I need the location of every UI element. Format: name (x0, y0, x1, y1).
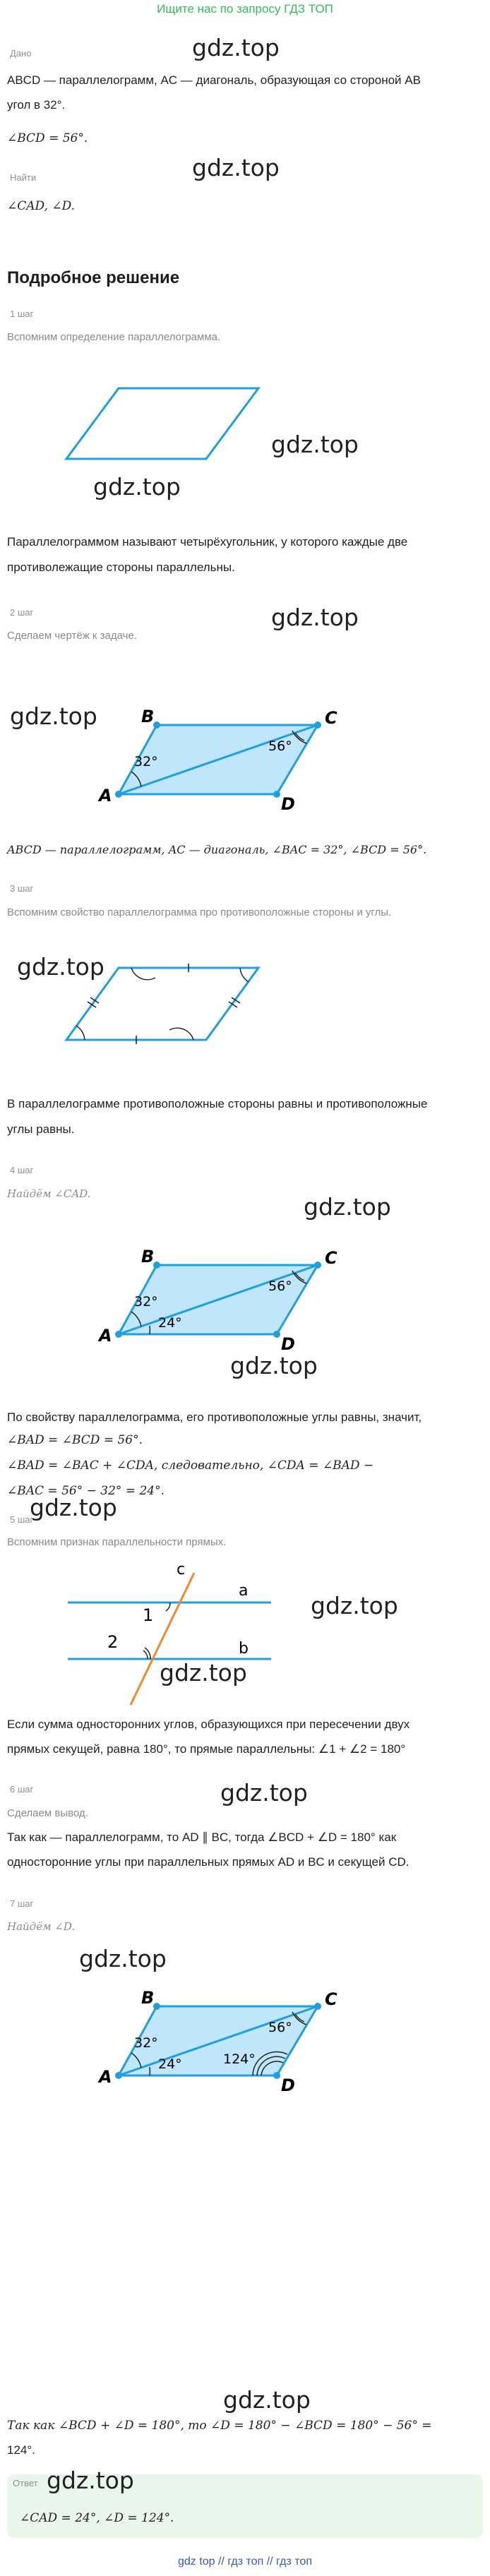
watermark: gdz.top (10, 702, 97, 730)
step-6-label: 6 шаг (10, 1784, 34, 1795)
angle-56-label: 56° (268, 738, 292, 754)
step-3-line-1: В параллелограмме противоположные стороны равны и противоположные (7, 1097, 428, 1110)
step-7-line-1: Так как ∠BCD + ∠D = 180°, то ∠D = 180° − ∠BCD = 180° − 56° = (7, 2419, 432, 2433)
vertex-b-label: B (141, 1988, 155, 2008)
watermark: gdz.top (271, 604, 359, 631)
given-line-1: ABCD — параллелограмм, AC — диагональ, образующая со стороной AB (7, 73, 421, 87)
step-6-line-2: односторонние углы при параллельных прямых AD и BC и секущей CD. (7, 1855, 410, 1869)
answer-label: Ответ (13, 2478, 38, 2488)
definition-line-1: Параллелограммом называют четырёхугольник, у которого каждые две (7, 535, 408, 549)
vertex-b-label: B (141, 1247, 155, 1266)
parallel-lines-figure (64, 1560, 275, 1715)
step-2-label: 2 шаг (10, 607, 34, 618)
parallelogram-figure (56, 381, 268, 466)
search-banner: Ищите нас по запросу ГДЗ ТОП (157, 2, 333, 16)
step-1-text: Вспомним определение параллелограмма. (7, 331, 221, 343)
footer-link-gdz-top-ru[interactable]: гдз топ (227, 2556, 264, 2568)
vertex-c-label: C (325, 708, 337, 728)
parallelogram-abcd-figure (85, 688, 353, 815)
watermark: gdz.top (220, 1779, 308, 1807)
watermark: gdz.top (223, 2386, 311, 2414)
step-5-label: 5 шаг (10, 1514, 34, 1525)
vertex-c-label: C (325, 1989, 337, 2009)
step-3-line-2: углы равны. (7, 1122, 75, 1136)
step-5-text: Вспомним признак параллельности прямых. (7, 1536, 227, 1548)
step-7-line-2: 124°. (7, 2443, 35, 2457)
step-3-label: 3 шаг (10, 883, 34, 894)
watermark: gdz.top (311, 1592, 398, 1619)
watermark: gdz.top (93, 473, 181, 501)
footer-separator: // (217, 2556, 225, 2568)
watermark: gdz.top (17, 953, 104, 981)
angle-24-label: 24° (158, 1315, 182, 1331)
watermark: gdz.top (230, 1352, 318, 1379)
step-6-text: Сделаем вывод. (7, 1807, 88, 1819)
watermark: gdz.top (79, 1945, 167, 1972)
parallelogram-cad-figure (85, 1228, 353, 1355)
footer-separator: // (266, 2556, 273, 2568)
angle-32-label: 32° (134, 754, 158, 769)
vertex-d-label: D (281, 1334, 295, 1354)
answer-text: ∠CAD = 24°, ∠D = 124°. (20, 2511, 174, 2525)
angle-2-label: 2 (107, 1632, 119, 1652)
step-7-label: 7 шаг (10, 1898, 34, 1909)
given-line-2: угол в 32°. (7, 98, 66, 112)
vertex-d-label: D (281, 794, 295, 814)
watermark: gdz.top (192, 34, 280, 61)
line-c-label: c (177, 1561, 186, 1578)
angle-56-label: 56° (268, 1278, 292, 1294)
parallelogram-d-figure (85, 1970, 353, 2097)
step-4-text: Найдём ∠CAD. (7, 1187, 91, 1200)
step-2-caption: ABCD — параллелограмм, AC — диагональ, ∠BAC = 32°, ∠BCD = 56°. (7, 843, 427, 856)
footer-link-gdz-top-ru-2[interactable]: гдз топ (276, 2556, 312, 2568)
step-4-line-4: ∠BAC = 56° − 32° = 24°. (7, 1484, 165, 1498)
step-3-text: Вспомним свойство параллелограмма про противоположные стороны и углы. (7, 906, 392, 918)
find-text: ∠CAD, ∠D. (7, 199, 76, 213)
given-line-3: ∠BCD = 56°. (7, 131, 88, 145)
watermark: gdz.top (160, 1659, 247, 1687)
step-6-line-1: Так как — параллелограмм, то AD ∥ BC, тогда ∠BCD + ∠D = 180° как (7, 1831, 397, 1844)
angle-56-label: 56° (268, 2020, 292, 2035)
watermark: gdz.top (271, 431, 359, 458)
given-label: Дано (10, 48, 32, 59)
step-4-line-2: ∠BAD = ∠BCD = 56°. (7, 1433, 143, 1447)
definition-line-2: противолежащие стороны параллельны. (7, 561, 235, 574)
vertex-a-label: A (99, 786, 112, 805)
vertex-d-label: D (281, 2075, 295, 2095)
angle-32-label: 32° (134, 1294, 158, 1310)
step-4-line-1: По свойству параллелограмма, его противоположные углы равны, значит, (7, 1410, 422, 1424)
parallelogram-properties-figure (56, 957, 268, 1048)
vertex-a-label: A (99, 1326, 112, 1346)
line-a-label: a (239, 1582, 249, 1600)
angle-1-label: 1 (143, 1605, 154, 1625)
step-5-line-2: прямых секущей, равна 180°, то прямые параллельны: ∠1 + ∠2 = 180° (7, 1742, 406, 1756)
step-4-label: 4 шаг (10, 1165, 34, 1175)
watermark: gdz.top (192, 154, 280, 181)
section-title: Подробное решение (7, 268, 180, 287)
step-2-text: Сделаем чертёж к задаче. (7, 630, 137, 642)
step-1-label: 1 шаг (10, 308, 34, 319)
step-4-line-3: ∠BAD = ∠BAC + ∠CDA, следовательно, ∠CDA = ∠BAD − (7, 1458, 374, 1473)
find-label: Найти (10, 172, 37, 183)
watermark: gdz.top (30, 1494, 117, 1521)
vertex-c-label: C (325, 1248, 337, 1268)
angle-32-label: 32° (134, 2035, 158, 2051)
vertex-a-label: A (99, 2067, 112, 2087)
step-7-text: Найдём ∠D. (7, 1920, 76, 1933)
angle-24-label: 24° (158, 2056, 182, 2072)
footer-links (0, 2556, 490, 2568)
vertex-b-label: B (141, 707, 155, 726)
watermark: gdz.top (304, 1193, 391, 1221)
line-b-label: b (239, 1640, 249, 1658)
footer-link-gdz-top[interactable]: gdz top (178, 2556, 215, 2568)
angle-124-label: 124° (223, 2051, 256, 2067)
step-5-line-1: Если сумма односторонних углов, образующихся при пересечении двух (7, 1718, 410, 1731)
watermark: gdz.top (47, 2467, 134, 2494)
